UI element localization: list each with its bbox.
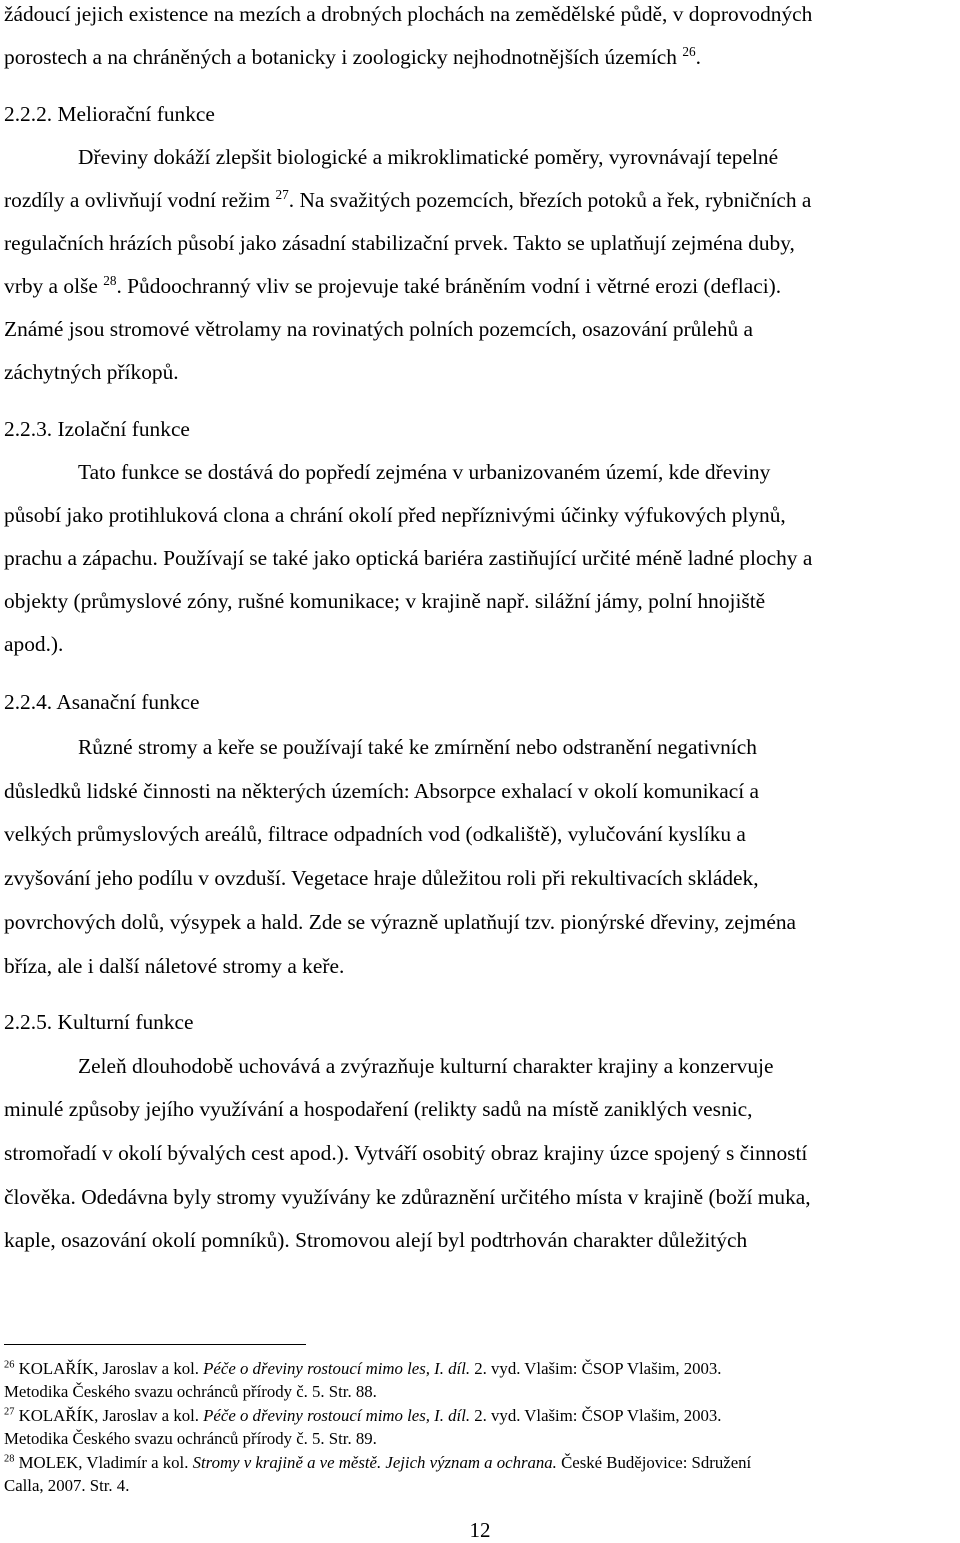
paragraph-line: kaple, osazování okolí pomníků). Stromovou alejí byl podtrhován charakter důležitých [4, 1228, 748, 1252]
section-heading [4, 415, 190, 443]
section-title: Izolační funkce [57, 417, 190, 441]
footnote: $^{27}$ KOLAŘÍK, Jaroslav a kol. Péče o dřeviny rostoucí mimo les, I. díl. 2. vyd. Vlašim: ČSOP Vlašim, 2003. [4, 1406, 722, 1425]
footnote-number: 26 [4, 1359, 15, 1371]
section-heading [4, 688, 199, 716]
section-number: 2.2.3. [4, 417, 53, 441]
paragraph-line: působí jako protihluková clona a chrání okolí před nepříznivými účinky výfukových plynů, [4, 503, 786, 527]
paragraph-line: minulé způsoby jejího využívání a hospodaření (relikty sadů na místě zaniklých vesnic, [4, 1097, 753, 1121]
footnote-line: Calla, 2007. Str. 4. [4, 1476, 130, 1495]
section-heading [4, 100, 215, 128]
footnote-number: 27 [4, 1406, 15, 1418]
footnote: $^{26}$ KOLAŘÍK, Jaroslav a kol. Péče o dřeviny rostoucí mimo les, I. díl. 2. vyd. Vlašim: ČSOP Vlašim, 2003. [4, 1359, 722, 1378]
footnote: $^{28}$ MOLEK, Vladimír a kol. Stromy v krajině a ve městě. Jejich význam a ochrana. České Budějovice: Sdružení [4, 1453, 752, 1472]
paragraph-line: žádoucí jejich existence na mezích a drobných plochách na zemědělské půdě, v doprovodných [4, 2, 813, 26]
paragraph-line: vrby a olše $^{28}$. Půdoochranný vliv se projevuje také bráněním vodní i větrné erozi (deflaci). [4, 272, 782, 298]
paragraph-line: člověka. Odedávna byly stromy využívány ke zdůraznění určitého místa v krajině (boží muka, [4, 1185, 811, 1209]
paragraph-line: porostech a na chráněných a botanicky i zoologicky nejhodnotnějších územích $^{26}$. [4, 43, 701, 69]
paragraph-line: Známé jsou stromové větrolamy na rovinatých polních pozemcích, osazování průlehů a [4, 317, 754, 341]
paragraph-line: Tato funkce se dostává do popředí zejména v urbanizovaném území, kde dřeviny [78, 460, 771, 484]
paragraph-line: bříza, ale i další náletové stromy a keře. [4, 954, 345, 978]
page-number: 12 [469, 1518, 491, 1542]
paragraph-line: rozdíly a ovlivňují vodní režim $^{27}$. Na svažitých pozemcích, březích potoků a řek, rybničních a [4, 186, 812, 212]
paragraph-line: apod.). [4, 632, 64, 656]
paragraph-line: objekty (průmyslové zóny, rušné komunikace; v krajině např. silážní jámy, polní hnojiště [4, 589, 766, 613]
section-number: 2.2.5. [4, 1010, 53, 1034]
footnote-title: Stromy v krajině a ve městě. Jejich význam a ochrana. [192, 1453, 557, 1472]
section-heading [4, 1008, 194, 1036]
footnote-separator [4, 1344, 306, 1345]
paragraph-line: záchytných příkopů. [4, 360, 179, 384]
footnote-line: Metodika Českého svazu ochránců přírody č. 5. Str. 89. [4, 1429, 377, 1448]
paragraph-line: povrchových dolů, výsypek a hald. Zde se výrazně uplatňují tzv. pionýrské dřeviny, zejména [4, 910, 797, 934]
section-number: 2.2.4. [4, 690, 53, 714]
paragraph-line: Různé stromy a keře se používají také ke zmírnění nebo odstranění negativních [78, 735, 757, 759]
section-title: Asanační funkce [56, 690, 200, 714]
paragraph-line: stromořadí v okolí bývalých cest apod.). Vytváří osobitý obraz krajiny úzce spojený s činností [4, 1141, 808, 1165]
footnote-line: Metodika Českého svazu ochránců přírody č. 5. Str. 88. [4, 1382, 377, 1401]
footnote-number: 28 [4, 1453, 15, 1465]
footnote-title: Péče o dřeviny rostoucí mimo les, I. díl. [203, 1359, 471, 1378]
footnote-ref[interactable]: 27 [275, 186, 289, 202]
paragraph-line: velkých průmyslových areálů, filtrace odpadních vod (odkaliště), vylučování kyslíku a [4, 822, 746, 846]
paragraph-line: prachu a zápachu. Používají se také jako optická bariéra zastiňující určité méně ladné plochy a [4, 546, 813, 570]
section-title: Meliorační funkce [57, 102, 215, 126]
section-number: 2.2.2. [4, 102, 53, 126]
paragraph-line: regulačních hrázích působí jako zásadní stabilizační prvek. Takto se uplatňují zejména duby, [4, 231, 795, 255]
paragraph-line: Zeleň dlouhodobě uchovává a zvýrazňuje kulturní charakter krajiny a konzervuje [78, 1054, 774, 1078]
paragraph-line: Dřeviny dokáží zlepšit biologické a mikroklimatické poměry, vyrovnávají tepelné [78, 145, 779, 169]
paragraph-line: důsledků lidské činnosti na některých územích: Absorpce exhalací v okolí komunikací a [4, 779, 760, 803]
section-title: Kulturní funkce [57, 1010, 194, 1034]
footnote-ref[interactable]: 26 [682, 43, 696, 59]
paragraph-line: zvyšování jeho podílu v ovzduší. Vegetace hraje důležitou roli při rekultivacích skládek, [4, 866, 759, 890]
footnote-title: Péče o dřeviny rostoucí mimo les, I. díl. [203, 1406, 471, 1425]
footnote-ref[interactable]: 28 [103, 272, 117, 288]
